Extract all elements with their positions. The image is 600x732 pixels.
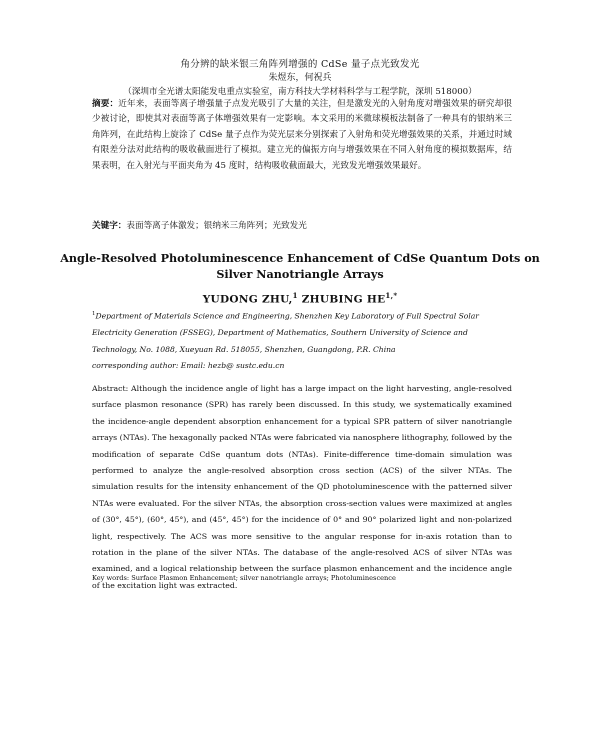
chinese-abstract-text: 近年来，表面等离子增强量子点发光吸引了大量的关注，但是激发光的入射角度对增强效果的研究却很少被讨论，即使其对表面等离子体增强效果有一定影响。本文采用的米微球模板法制备了一种具有的银纳米三角阵列，在此结构上旋涂了 CdSe 量子点作为荧光层来分别探索了入射角和荧光增强效果的关系，并通过时域有限差分法对此结构的吸收截面进行了模拟。建立光的偏振方向与增强效果在不同入射角度的模拟数据库，结果表明，在入射光与平面夹角为 45 度时，结构吸收截面最大，光致发光增强效果最好。 (92, 99, 512, 171)
chinese-abstract (92, 97, 512, 174)
corresponding-author: corresponding author: Email: hezb@ sustc.edu.cn (92, 361, 285, 371)
chinese-keywords-label: 关键字： (92, 221, 127, 231)
english-affiliation (92, 306, 512, 375)
english-keywords-label: Key words: (92, 574, 130, 582)
english-abstract-label: Abstract: (92, 384, 129, 393)
english-keywords (92, 574, 512, 582)
english-keywords-text: Surface Plasmon Enhancement; silver nanotriangle arrays; Photoluminescence (131, 574, 396, 582)
english-abstract (92, 381, 512, 594)
author-1-name: YUDONG ZHU, (202, 293, 293, 306)
english-authors (0, 291, 600, 306)
chinese-keywords-text: 表面等离子体激发；银纳米三角阵列；光致发光 (126, 221, 307, 231)
affiliation-mark: 1 (92, 311, 96, 317)
chinese-affiliation: （深圳市全光谱太阳能发电重点实验室，南方科技大学材料科学与工程学院，深圳 518000） (123, 87, 477, 97)
english-abstract-text: Although the incidence angle of light has a large impact on the light harvesting, angle-resolved surface plasmon resonance (SPR) has rarely been discussed. In this study, we systematically examined the incidence-angle dependent absorption enhancement for a typical SPR pattern of silver nanotriangle arrays (NTAs). The hexagonally packed NTAs were fabricated via nanosphere lithography, followed by the modification of separate CdSe quantum dots (NTAs). Finite-difference time-domain simulation was performed to analyze the angle-resolved absorption cross section (ACS) of the silver NTAs. The simulation results for the intensity enhancement of the QD photoluminescence with the patterned silver NTAs were evaluated. For the silver NTAs, the absorption cross-section values were maximized at angles of (30°, 45°), (60°, 45°), and (45°, 45°) for the incidence of 0° and 90° polarized light and non-polarized light, respectively. The ACS was more sensitive to the angular response for in-axis rotation than to rotation in the plane of the silver NTAs. The database of the angle-resolved ACS of silver NTAs was examined, and a logical relationship between the surface plasmon enhancement and the incidence angle of the excitation light was extracted. (92, 384, 513, 590)
chinese-title: 角分辨的缺米银三角阵列增强的 CdSe 量子点光致发光 (180, 59, 420, 70)
affiliation-text: Department of Materials Science and Engineering, Shenzhen Key Laboratory of Full Spectral Solar Electricity Generation (FSSEG), Department of Mathematics, Southern University of Science and Technology, No. 1088, Xueyuan Rd. 518055, Shenzhen, Guangdong, P.R. China (92, 311, 479, 354)
chinese-keywords (92, 219, 512, 231)
chinese-authors: 朱煜东，何祝兵 (268, 73, 332, 83)
author-2-affil-mark: 1,* (385, 291, 398, 300)
chinese-abstract-label: 摘要： (92, 99, 119, 109)
english-title: Angle-Resolved Photoluminescence Enhancement of CdSe Quantum Dots on Silver Nanotriangle Arrays (60, 251, 540, 281)
author-1-affil-mark: 1 (292, 291, 298, 300)
author-2-name: ZHUBING HE (301, 293, 386, 306)
